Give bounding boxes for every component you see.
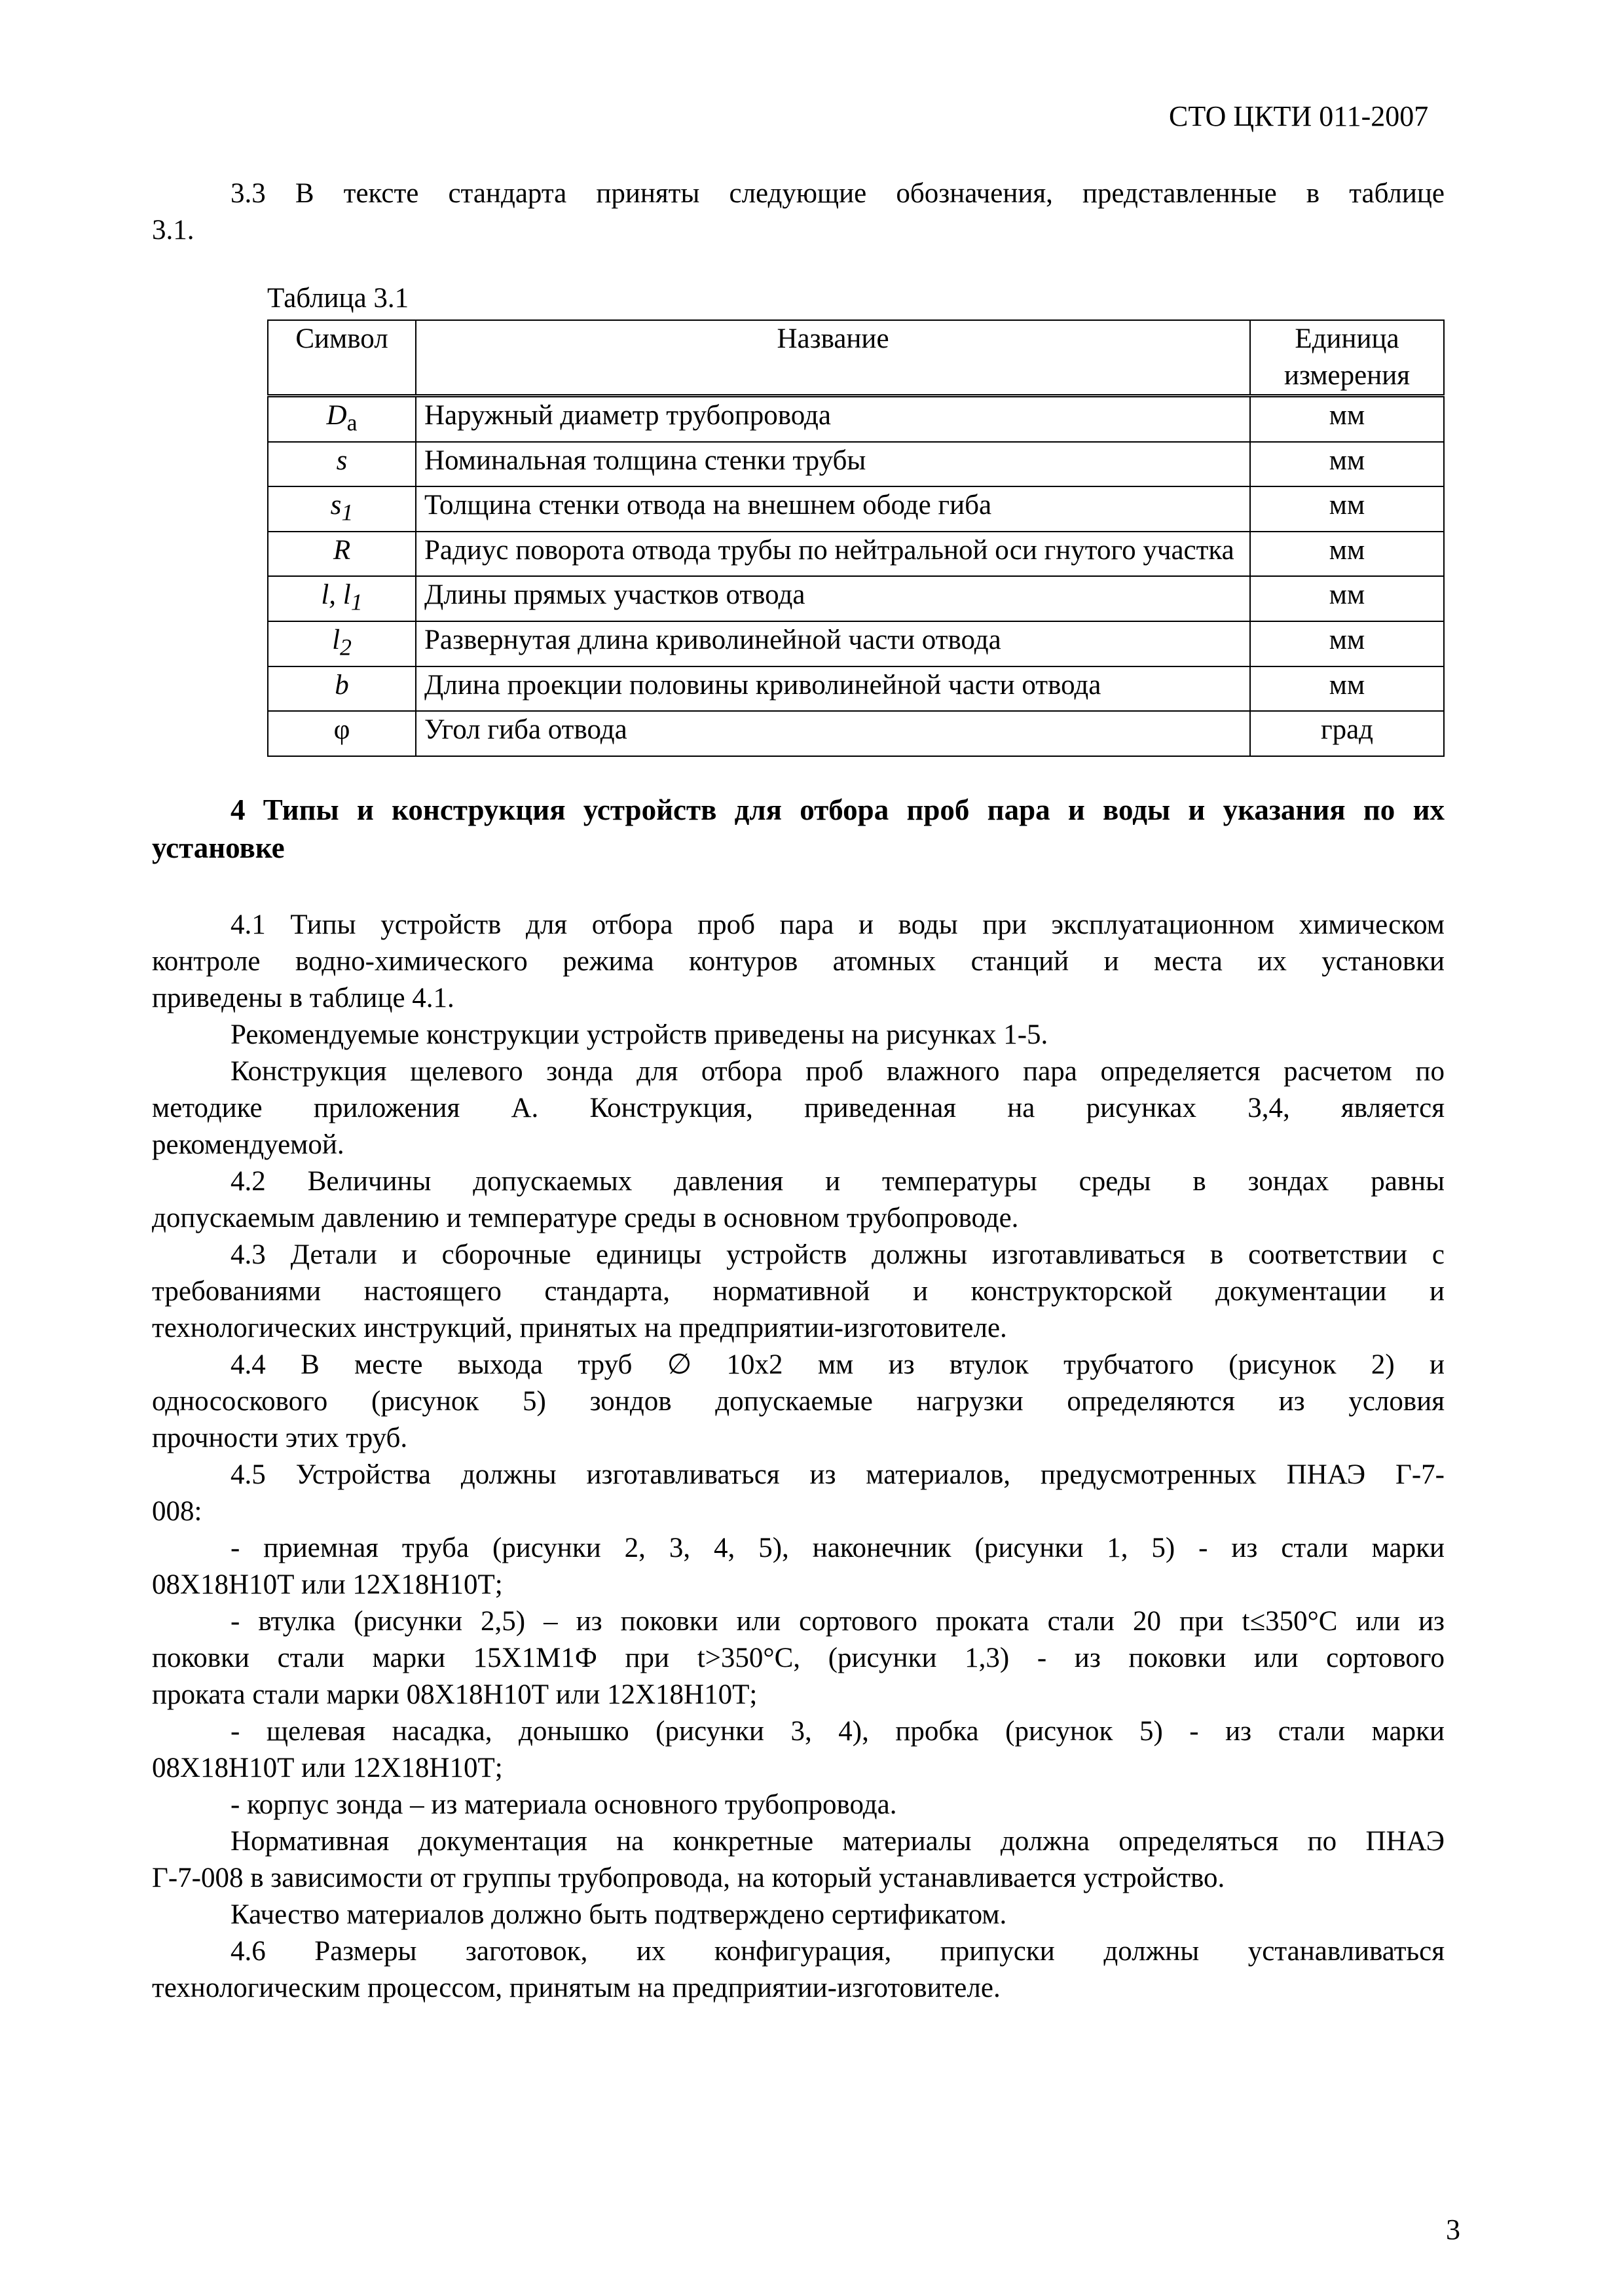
body-line: Конструкция щелевого зонда для отбора проб влажного пара определяется расчетом по (231, 1056, 1445, 1087)
body-line: рекомендуемой. (152, 1129, 344, 1160)
unit-cell: мм (1250, 666, 1444, 712)
symbol-subscript: 1 (350, 589, 363, 615)
doc-header-code: СТО ЦКТИ 011-2007 (1169, 100, 1429, 132)
symbol-cell (268, 666, 416, 712)
name-cell: Наружный диаметр трубопровода (416, 396, 1250, 442)
section-4-heading (152, 791, 1445, 867)
symbol-cell (268, 621, 416, 666)
body-line: - щелевая насадка, донышко (рисунки 3, 4), пробка (рисунок 5) - из стали марки (231, 1716, 1445, 1747)
symbols-table (267, 319, 1445, 757)
symbol-text: R (333, 534, 351, 566)
symbol-subscript: 2 (340, 634, 352, 661)
header-unit (1250, 320, 1444, 396)
unit-cell: мм (1250, 442, 1444, 487)
header-unit-line-1: Единица (1295, 323, 1399, 354)
section-4-title-line-2: установке (152, 831, 285, 864)
symbol-cell (268, 711, 416, 756)
intro-line-1: 3.3 В тексте стандарта приняты следующие обозначения, представленные в таблице (231, 178, 1445, 209)
symbol-cell (268, 396, 416, 442)
body-line: контроле водно-химического режима контуров атомных станций и места их установки (152, 946, 1445, 977)
unit-cell: град (1250, 711, 1444, 756)
body-line: допускаемым давлению и температуре среды в основном трубопроводе. (152, 1203, 1019, 1233)
body-line: требованиями настоящего стандарта, нормативной и конструкторской документации и (152, 1276, 1445, 1307)
table-row (268, 666, 1444, 712)
body-line: 4.6 Размеры заготовок, их конфигурация, припуски должны устанавливаться (231, 1936, 1445, 1967)
name-cell: Толщина стенки отвода на внешнем ободе гиба (416, 486, 1250, 532)
body-line: Г-7-008 в зависимости от группы трубопровода, на который устанавливается устройство. (152, 1863, 1225, 1893)
body-line: методике приложения А. Конструкция, приведенная на рисунках 3,4, является (152, 1093, 1445, 1123)
header-symbol: Символ (268, 320, 416, 396)
header-name: Название (416, 320, 1250, 396)
table-row (268, 396, 1444, 442)
symbol-text: l (332, 624, 341, 655)
unit-cell: мм (1250, 576, 1444, 621)
name-cell: Угол гиба отвода (416, 711, 1250, 756)
unit-cell: мм (1250, 621, 1444, 666)
symbol-subscript: a (346, 409, 358, 436)
body-line: проката стали марки 08Х18Н10Т или 12Х18Н10Т; (152, 1679, 758, 1710)
body-line: 4.2 Величины допускаемых давления и температуры среды в зондах равны (231, 1166, 1445, 1197)
table-row (268, 532, 1444, 577)
symbol-text: l, l (321, 579, 351, 611)
symbol-cell (268, 442, 416, 487)
symbol-text: φ (333, 714, 350, 746)
body-line: технологическим процессом, принятым на предприятии-изготовителе. (152, 1973, 1001, 2003)
table-row (268, 621, 1444, 666)
body-line: 008: (152, 1496, 202, 1527)
header-unit-line-2: измерения (1283, 360, 1411, 391)
body-line: 08Х18Н10Т или 12Х18Н10Т; (152, 1569, 503, 1600)
body-line: приведены в таблице 4.1. (152, 983, 454, 1013)
symbol-subscript: 1 (341, 499, 354, 526)
symbol-text: b (335, 669, 349, 701)
symbol-cell (268, 486, 416, 532)
name-cell: Длины прямых участков отвода (416, 576, 1250, 621)
body-line: - приемная труба (рисунки 2, 3, 4, 5), наконечник (рисунки 1, 5) - из стали марки (231, 1533, 1445, 1563)
body-line: - корпус зонда – из материала основного трубопровода. (231, 1789, 897, 1820)
name-cell: Развернутая длина криволинейной части отвода (416, 621, 1250, 666)
unit-cell: мм (1250, 396, 1444, 442)
body-line: 4.3 Детали и сборочные единицы устройств должны изготавливаться в соответствии с (231, 1239, 1445, 1270)
table-row (268, 442, 1444, 487)
body-line: 4.5 Устройства должны изготавливаться из материалов, предусмотренных ПНАЭ Г-7- (231, 1459, 1445, 1490)
body-line: 4.4 В месте выхода труб ∅ 10x2 мм из втулок трубчатого (рисунок 2) и (231, 1349, 1445, 1380)
body-line: Рекомендуемые конструкции устройств приведены на рисунках 1-5. (231, 1019, 1048, 1050)
body-line: Качество материалов должно быть подтверждено сертификатом. (231, 1899, 1007, 1930)
body-line: Нормативная документация на конкретные материалы должна определяться по ПНАЭ (231, 1826, 1445, 1857)
table-caption: Таблица 3.1 (267, 283, 409, 314)
body-line: прочности этих труб. (152, 1423, 408, 1453)
symbol-text: s (330, 490, 342, 521)
symbol-text: s (336, 445, 348, 476)
name-cell: Номинальная толщина стенки трубы (416, 442, 1250, 487)
page-number: 3 (1446, 2214, 1460, 2246)
intro-line-2: 3.1. (152, 215, 194, 246)
table-row (268, 576, 1444, 621)
symbol-cell (268, 532, 416, 577)
table-row (268, 711, 1444, 756)
unit-cell: мм (1250, 532, 1444, 577)
section-4-title-line-1: 4 Типы и конструкция устройств для отбора проб пара и воды и указания по их (231, 793, 1445, 826)
name-cell: Длина проекции половины криволинейной части отвода (416, 666, 1250, 712)
body-line: однососкового (рисунок 5) зондов допускаемые нагрузки определяются из условия (152, 1386, 1445, 1417)
body-line: 4.1 Типы устройств для отбора проб пара и воды при эксплуатационном химическом (231, 909, 1445, 940)
table-row (268, 486, 1444, 532)
body-line: - втулка (рисунки 2,5) – из поковки или сортового проката стали 20 при t≤350°С или из (231, 1606, 1445, 1637)
name-cell: Радиус поворота отвода трубы по нейтральной оси гнутого участка (416, 532, 1250, 577)
body-line: технологических инструкций, принятых на предприятии-изготовителе. (152, 1313, 1007, 1343)
body-line: поковки стали марки 15Х1М1Ф при t>350°С, (рисунки 1,3) - из поковки или сортового (152, 1643, 1445, 1673)
body-line: 08Х18Н10Т или 12Х18Н10Т; (152, 1753, 503, 1783)
table-header-row (268, 320, 1444, 396)
unit-cell: мм (1250, 486, 1444, 532)
symbol-cell (268, 576, 416, 621)
symbol-text: D (326, 400, 347, 431)
